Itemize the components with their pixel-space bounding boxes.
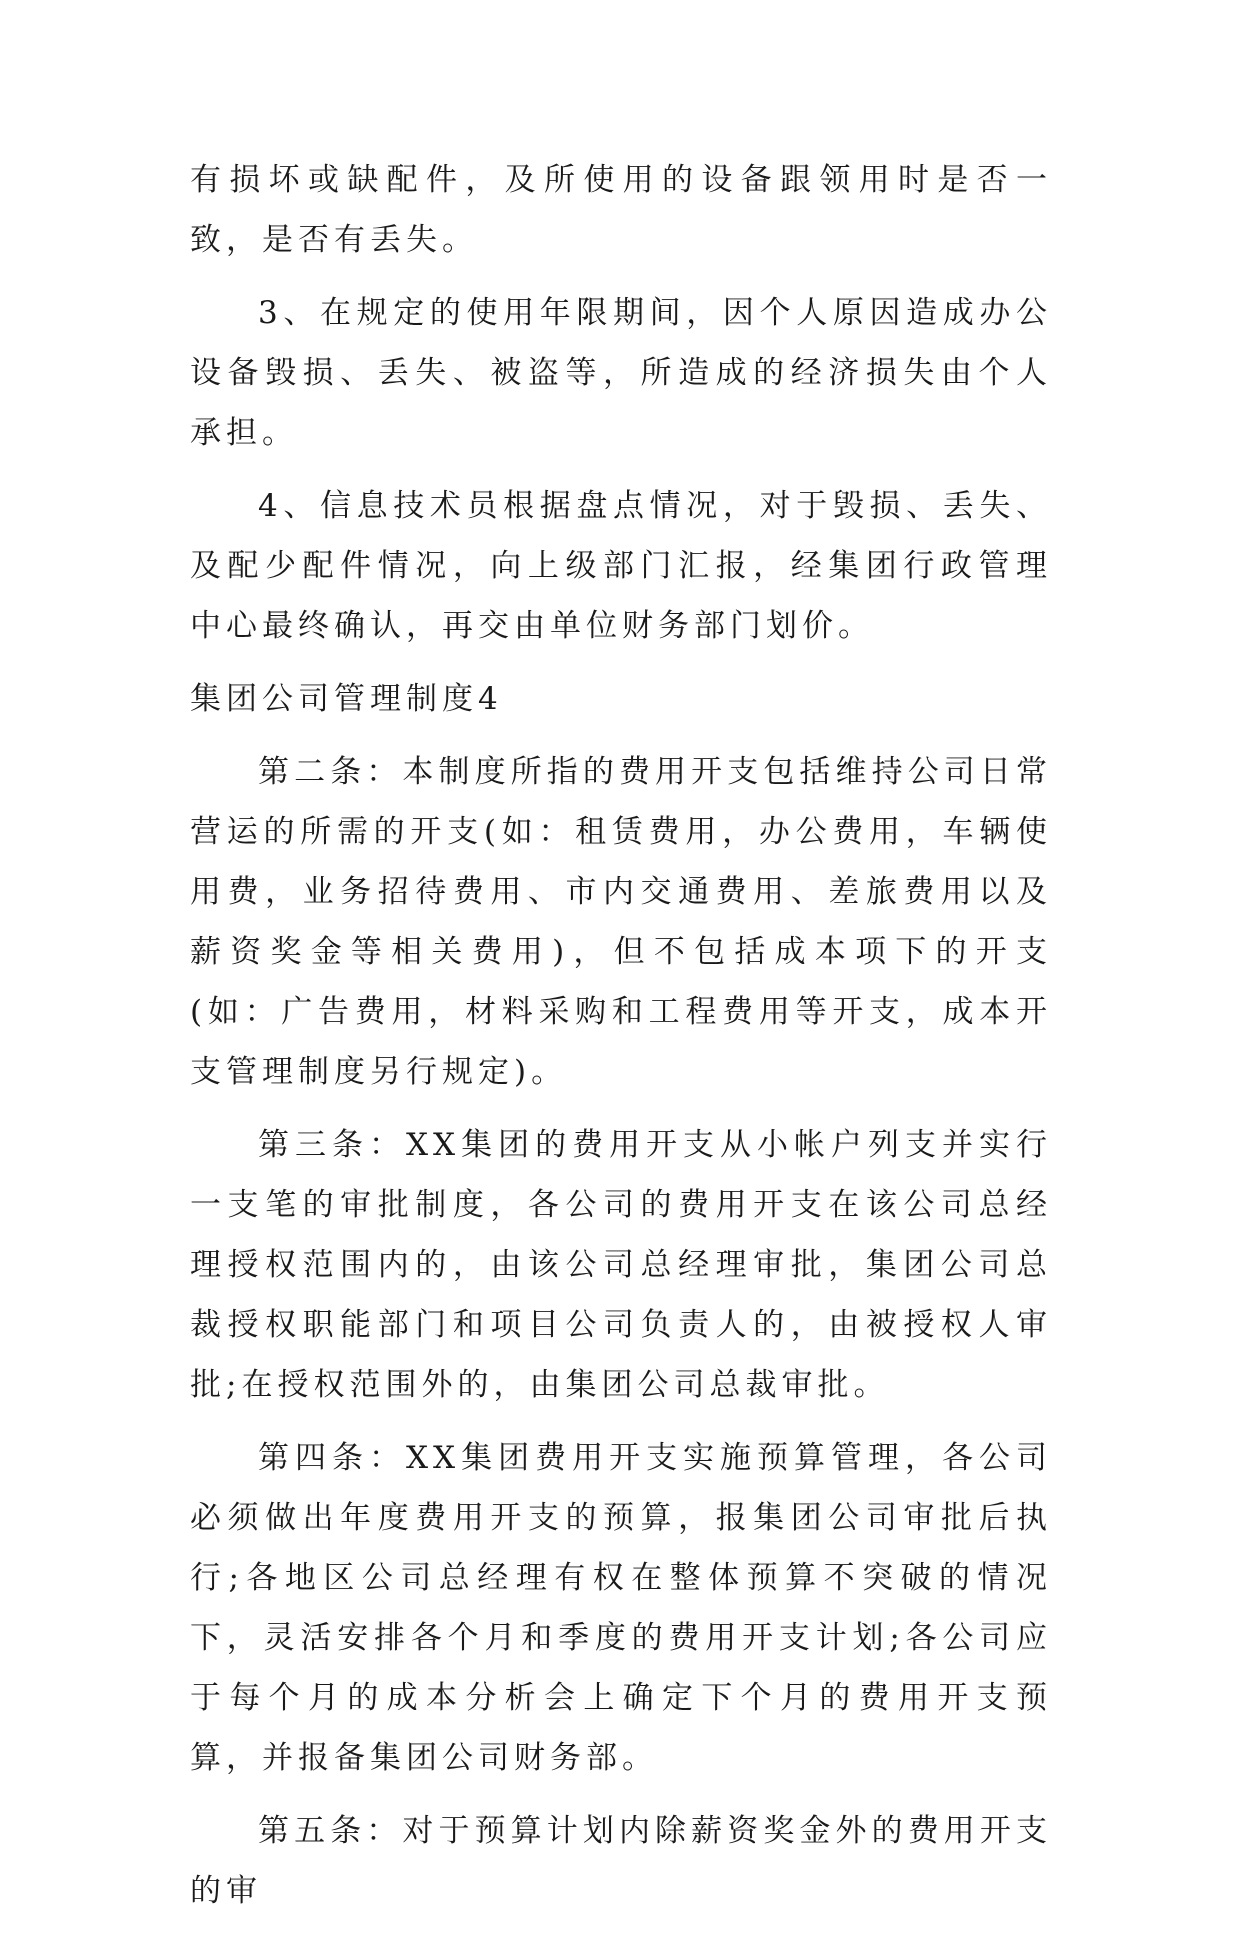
paragraph-item-3: 3、在规定的使用年限期间，因个人原因造成办公设备毁损、丢失、被盗等，所造成的经济损失由个人承担。 xyxy=(190,295,1052,451)
paragraph-item-4: 4、信息技术员根据盘点情况，对于毁损、丢失、及配少配件情况，向上级部门汇报，经集团行政管理中心最终确认，再交由单位财务部门划价。 xyxy=(190,488,1052,644)
paragraph-article-4: 第四条：XX集团费用开支实施预算管理，各公司必须做出年度费用开支的预算，报集团公司审批后执行;各地区公司总经理有权在整体预算不突破的情况下，灵活安排各个月和季度的费用开支计划;各公司应于每个月的成本分析会上确定下个月的费用开支预算，并报备集团公司财务部。 xyxy=(190,1440,1052,1776)
document-page xyxy=(190,150,1052,1934)
paragraph-article-3: 第三条：XX集团的费用开支从小帐户列支并实行一支笔的审批制度，各公司的费用开支在该公司总经理授权范围内的，由该公司总经理审批，集团公司总裁授权职能部门和项目公司负责人的，由被授权人审批;在授权范围外的，由集团公司总裁审批。 xyxy=(190,1127,1052,1403)
paragraph-article-2: 第二条：本制度所指的费用开支包括维持公司日常营运的所需的开支(如：租赁费用，办公费用，车辆使用费，业务招待费用、市内交通费用、差旅费用以及薪资奖金等相关费用)，但不包括成本项下的开支(如：广告费用，材料采购和工程费用等开支，成本开支管理制度另行规定)。 xyxy=(190,754,1052,1090)
paragraph-article-5: 第五条：对于预算计划内除薪资奖金外的费用开支的审 xyxy=(190,1813,1052,1909)
paragraph-continuation: 有损坏或缺配件，及所使用的设备跟领用时是否一致，是否有丢失。 xyxy=(190,162,1052,258)
section-heading: 集团公司管理制度4 xyxy=(190,681,503,717)
